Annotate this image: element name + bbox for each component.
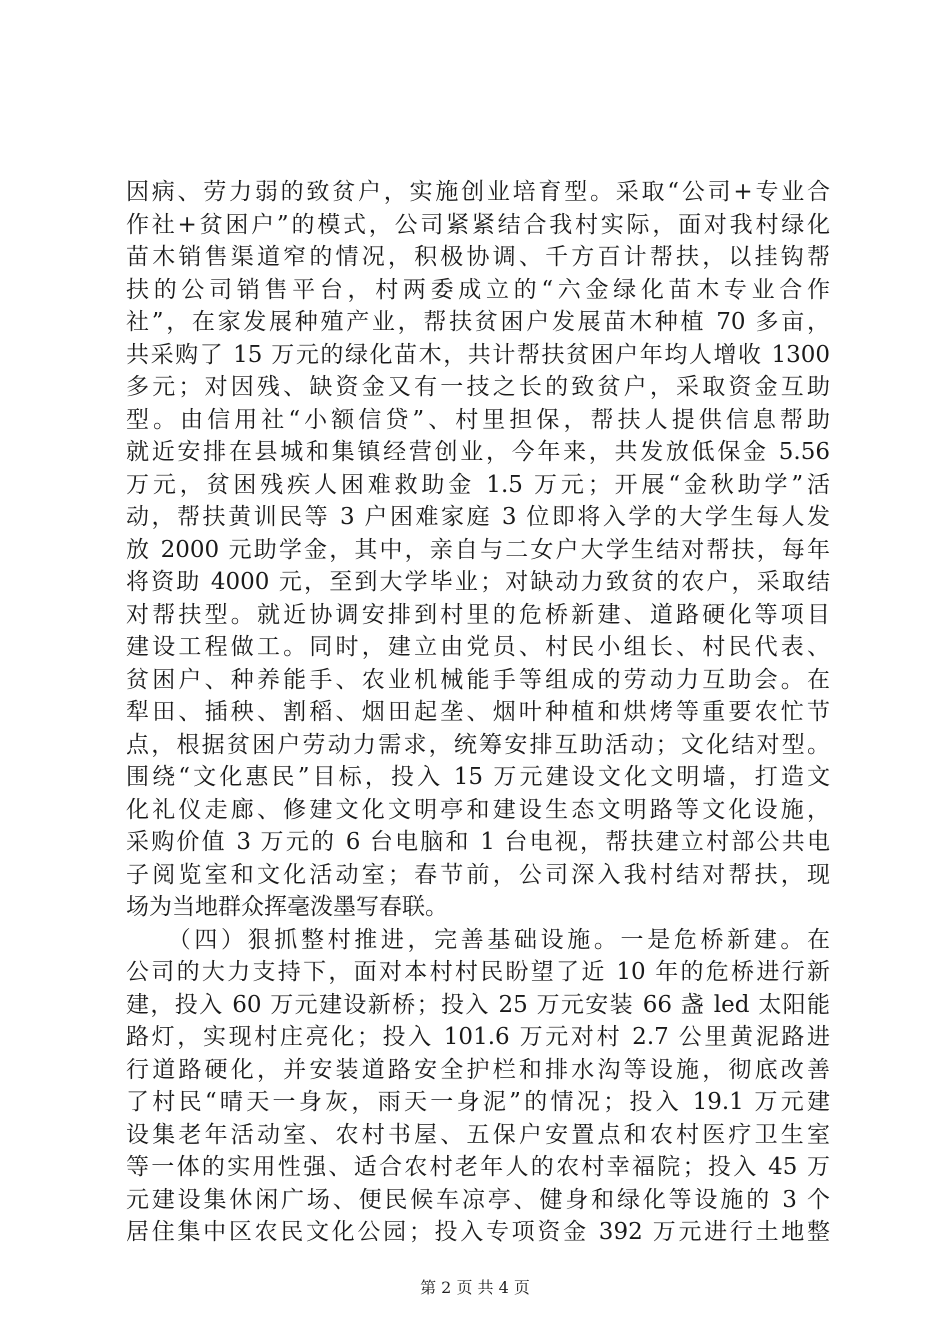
text-line: 苗木销售渠道窄的情况，积极协调、千方百计帮扶，以挂钩帮 bbox=[126, 244, 830, 270]
text-line: 采购价值 3 万元的 6 台电脑和 1 台电视，帮扶建立村部公共电 bbox=[126, 829, 830, 855]
text-line: 建，投入 60 万元建设新桥；投入 25 万元安装 66 盏 led 太阳能 bbox=[126, 991, 830, 1018]
text-line: 动，帮扶黄训民等 3 户困难家庭 3 位即将入学的大学生每人发 bbox=[126, 504, 830, 530]
text-line: 等一体的实用性强、适合农村老年人的农村幸福院；投入 45 万 bbox=[126, 1154, 830, 1180]
text-line: 多元；对因残、缺资金又有一技之长的致贫户，采取资金互助 bbox=[126, 374, 830, 400]
body-text bbox=[126, 176, 830, 1249]
text-line: 就近安排在县城和集镇经营创业，今年来，共发放低保金 5.56 bbox=[126, 439, 830, 465]
text-line: 了村民“晴天一身灰，雨天一身泥”的情况；投入 19.1 万元建 bbox=[126, 1089, 830, 1115]
text-line: 犁田、插秧、割稻、烟田起垄、烟叶种植和烘烤等重要农忙节 bbox=[126, 699, 830, 725]
text-line: 公司的大力支持下，面对本村村民盼望了近 10 年的危桥进行新 bbox=[126, 959, 830, 985]
text-line: 共采购了 15 万元的绿化苗木，共计帮扶贫困户年均人增收 1300 bbox=[126, 341, 830, 368]
text-line: 化礼仪走廊、修建文化文明亭和建设生态文明路等文化设施， bbox=[126, 796, 830, 823]
text-line: 元建设集休闲广场、便民候车凉亭、健身和绿化等设施的 3 个 bbox=[126, 1186, 830, 1213]
text-line: 放 2000 元助学金，其中，亲自与二女户大学生结对帮扶，每年 bbox=[126, 536, 830, 563]
text-line: 扶的公司销售平台，村两委成立的“六金绿化苗木专业合作 bbox=[126, 276, 830, 303]
text-line: 场为当地群众挥毫泼墨写春联。 bbox=[126, 894, 448, 920]
text-line: 将资助 4000 元，至到大学毕业；对缺动力致贫的农户，采取结 bbox=[126, 569, 830, 595]
text-line: 子阅览室和文化活动室；春节前，公司深入我村结对帮扶，现 bbox=[126, 861, 830, 888]
text-line: 对帮扶型。就近协调安排到村里的危桥新建、道路硬化等项目 bbox=[126, 601, 830, 628]
text-line: 贫困户、种养能手、农业机械能手等组成的劳动力互助会。在 bbox=[126, 666, 830, 693]
text-line: 建设工程做工。同时，建立由党员、村民小组长、村民代表、 bbox=[126, 634, 830, 660]
text-line: 万元，贫困残疾人困难救助金 1.5 万元；开展“金秋助学”活 bbox=[126, 471, 830, 498]
text-line: 社”，在家发展种殖产业，帮扶贫困户发展苗木种植 70 多亩， bbox=[126, 309, 830, 335]
text-line: 作社+贫困户”的模式，公司紧紧结合我村实际，面对我村绿化 bbox=[126, 211, 830, 238]
text-line: 居住集中区农民文化公园；投入专项资金 392 万元进行土地整 bbox=[126, 1219, 830, 1245]
text-line: 路灯，实现村庄亮化；投入 101.6 万元对村 2.7 公里黄泥路进 bbox=[126, 1024, 830, 1050]
text-line: 围绕“文化惠民”目标，投入 15 万元建设文化文明墙，打造文 bbox=[126, 764, 830, 790]
text-line: 设集老年活动室、农村书屋、五保户安置点和农村医疗卫生室 bbox=[126, 1121, 830, 1148]
text-line: 点，根据贫困户劳动力需求，统筹安排互助活动；文化结对型。 bbox=[126, 731, 830, 758]
text-line: 行道路硬化，并安装道路安全护栏和排水沟等设施，彻底改善 bbox=[126, 1056, 830, 1083]
page-footer: 第 2 页 共 4 页 bbox=[420, 1278, 530, 1297]
text-line: 因病、劳力弱的致贫户，实施创业培育型。采取“公司+专业合 bbox=[126, 179, 830, 205]
text-line: 型。由信用社“小额信贷”、村里担保，帮扶人提供信息帮助 bbox=[126, 406, 830, 433]
text-line: （四）狠抓整村推进，完善基础设施。一是危桥新建。在 bbox=[126, 926, 830, 953]
